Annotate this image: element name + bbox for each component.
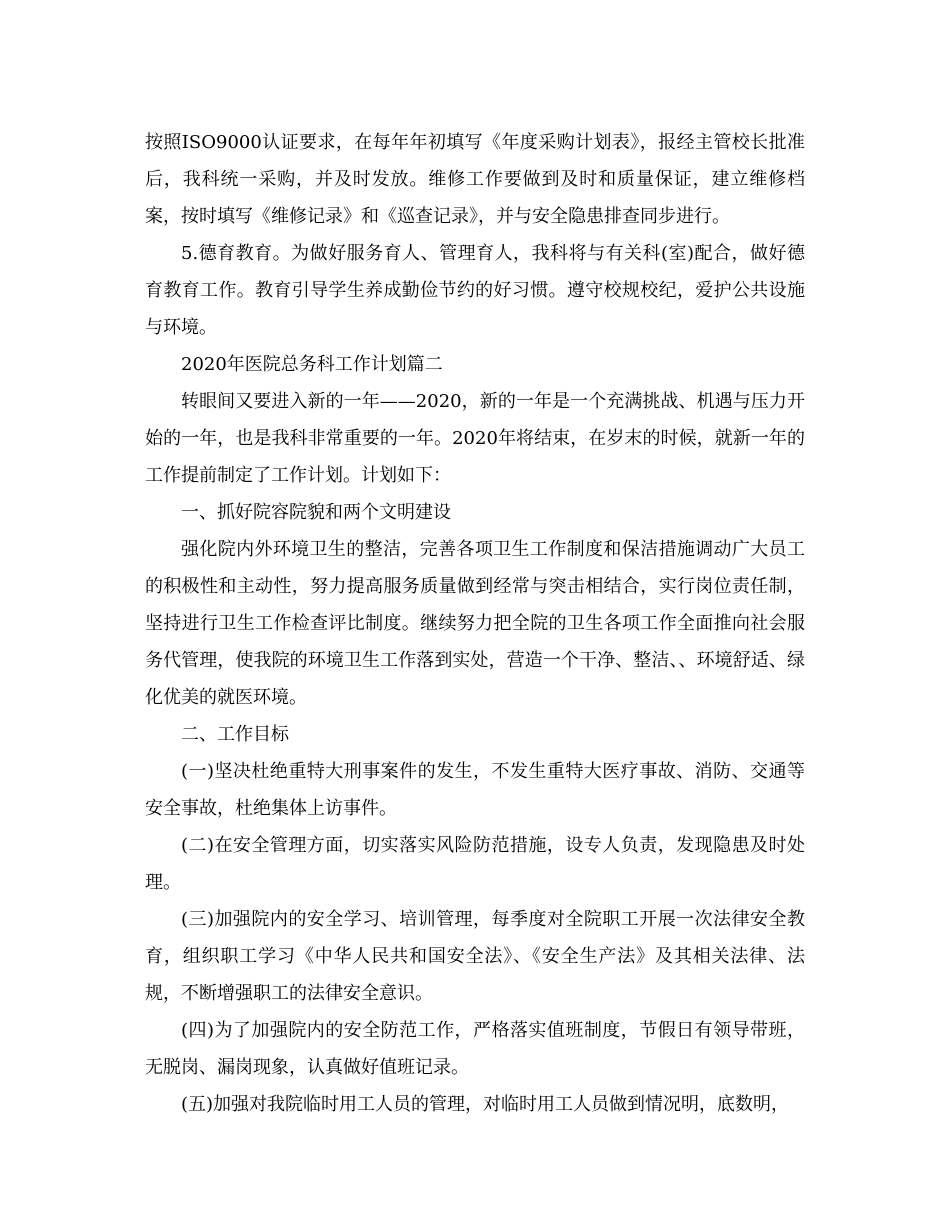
heading-one: 一、抓好院容院貌和两个文明建设 <box>181 502 451 523</box>
paragraph-moral-education: 5.德育教育。为做好服务育人、管理育人，我科将与有关科(室)配合，做好德育教育工作。教育引导学生养成勤俭节约的好习惯。遵守校规校纪，爱护公共设施与环境。 <box>145 243 805 338</box>
list-item-3: (三)加强院内的安全学习、培训管理，每季度对全院职工开展一次法律安全教育，组织职工学习《中华人民共和国安全法》、《安全生产法》及其相关法律、法规，不断增强职工的法律安全意识。 <box>145 909 805 1004</box>
paragraph-procurement: 按照ISO9000认证要求，在每年年初填写《年度采购计划表》，报经主管校长批准后，我科统一采购，并及时发放。维修工作要做到及时和质量保证，建立维修档案，按时填写《维修记录》和《巡查记录》，并与安全隐患排查同步进行。 <box>145 132 805 227</box>
section-title: 2020年医院总务科工作计划篇二 <box>181 354 443 375</box>
document-body <box>145 124 805 1123</box>
list-item-4: (四)为了加强院内的安全防范工作，严格落实值班制度，节假日有领导带班，无脱岗、漏岗现象，认真做好值班记录。 <box>145 1020 805 1078</box>
paragraph-intro: 转眼间又要进入新的一年——2020，新的一年是一个充满挑战、机遇与压力开始的一年，也是我科非常重要的一年。2020年将结束，在岁末的时候，就新一年的工作提前制定了工作计划。计划如下： <box>145 391 805 486</box>
paragraph-environment: 强化院内外环境卫生的整洁，完善各项卫生工作制度和保洁措施调动广大员工的积极性和主动性，努力提高服务质量做到经常与突击相结合，实行岗位责任制，坚持进行卫生工作检查评比制度。继续努力把全院的卫生各项工作全面推向社会服务代管理，使我院的环境卫生工作落到实处，营造一个干净、整洁、、环境舒适、绿化优美的就医环境。 <box>145 539 805 708</box>
list-item-1: (一)坚决杜绝重特大刑事案件的发生，不发生重特大医疗事故、消防、交通等安全事故，杜绝集体上访事件。 <box>145 761 805 819</box>
heading-two: 二、工作目标 <box>181 724 289 745</box>
list-item-2: (二)在安全管理方面，切实落实风险防范措施，设专人负责，发现隐患及时处理。 <box>145 835 805 893</box>
list-item-5: (五)加强对我院临时用工人员的管理，对临时用工人员做到情况明，底数明， <box>181 1094 790 1115</box>
